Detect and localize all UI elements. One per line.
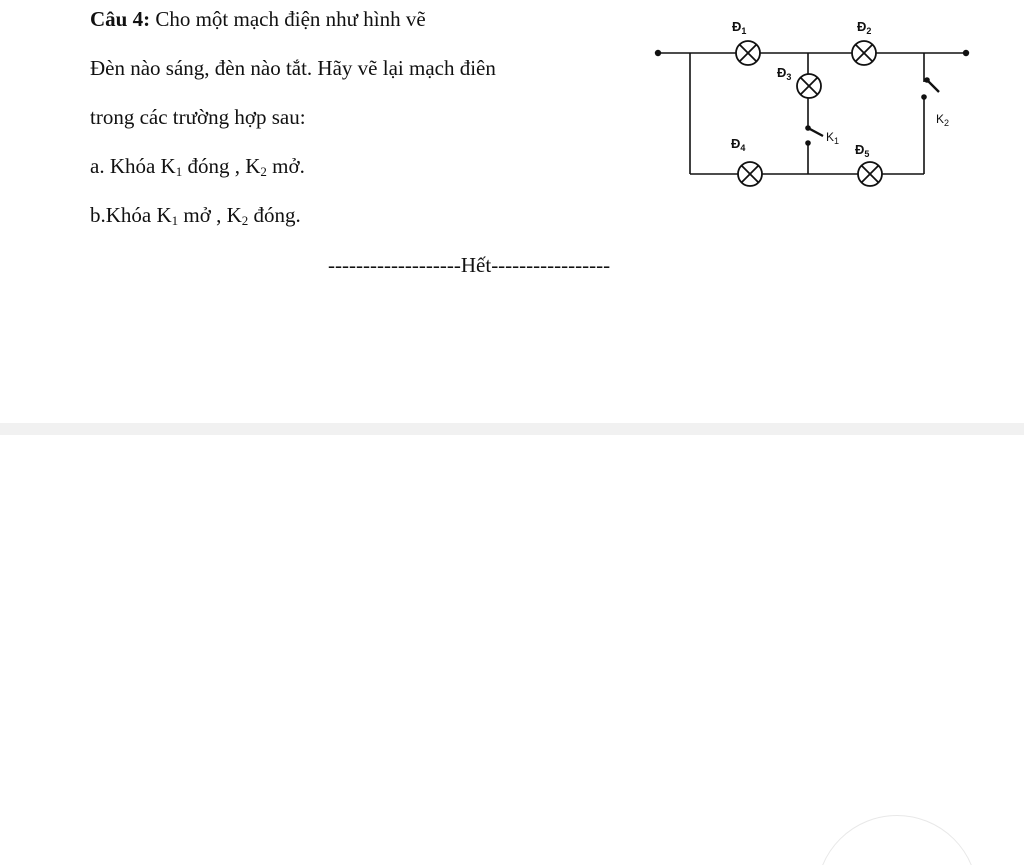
- lamp-4-icon: [738, 162, 762, 186]
- question-line-3: trong các trường hợp sau:: [90, 105, 306, 129]
- case-a: [90, 153, 305, 185]
- lamp-5-icon: [858, 162, 882, 186]
- case-b-suffix: đóng.: [248, 203, 301, 227]
- lamp-1-icon: [736, 41, 760, 65]
- lamp-5-label: $Đ_5$: [855, 142, 870, 159]
- switch-1-icon: [805, 125, 823, 146]
- lamp-3-label: $Đ_3$: [777, 65, 792, 82]
- faint-circle-mark: [816, 815, 978, 865]
- case-b-sub-1: 1: [171, 213, 179, 228]
- lamp-2-icon: [852, 41, 876, 65]
- case-a-sub-2: 2: [260, 164, 267, 179]
- case-a-mid: đóng , K: [182, 154, 261, 178]
- lamp-4-label: $Đ_4$: [731, 136, 746, 153]
- question-line-2: Đèn nào sáng, đèn nào tắt. Hãy vẽ lại mạch điên: [90, 56, 496, 80]
- next-page: [0, 435, 1024, 865]
- lamp-2-label: $Đ_2$: [857, 19, 872, 36]
- question-intro: Cho một mạch điện như hình vẽ: [150, 7, 426, 31]
- case-b-prefix: b.Khóa K: [90, 203, 172, 227]
- terminal-right: [963, 50, 969, 56]
- case-a-suffix: mở.: [266, 154, 305, 178]
- case-a-sub-1: 1: [175, 164, 183, 179]
- document-page: [0, 0, 1024, 423]
- lamp-1-label: $Đ_1$: [732, 19, 747, 36]
- case-b: [90, 202, 301, 234]
- case-a-prefix: a. Khóa K: [90, 154, 176, 178]
- case-b-mid: mở , K: [178, 203, 242, 227]
- end-marker: -------------------Hết-----------------: [328, 253, 611, 277]
- circuit-diagram: [640, 10, 980, 195]
- page-separator: [0, 423, 1024, 435]
- terminal-left: [655, 50, 661, 56]
- switch-1-label: $K_1$: [826, 130, 840, 146]
- question-heading: [90, 6, 426, 32]
- case-b-sub-2: 2: [241, 213, 249, 228]
- lamp-3-icon: [797, 74, 821, 98]
- question-label: Câu 4:: [90, 7, 151, 31]
- switch-2-label: $K_2$: [936, 112, 950, 128]
